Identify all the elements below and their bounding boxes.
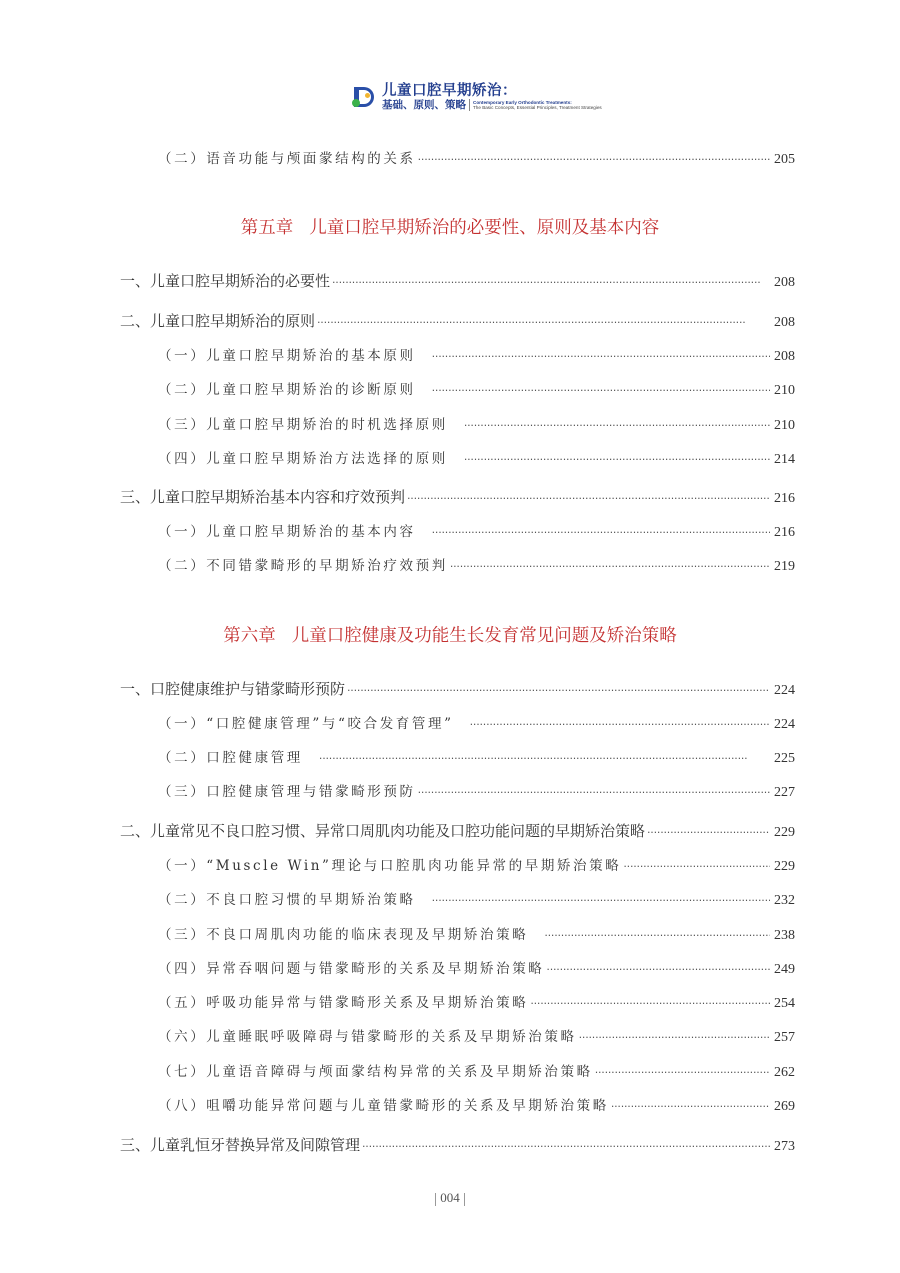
dot-leader xyxy=(418,781,770,800)
toc-entry[interactable] xyxy=(120,678,795,700)
dot-leader xyxy=(470,713,770,732)
toc-entry-title: （四）异常吞咽问题与错䝉畸形的关系及早期矫治策略 xyxy=(158,961,545,977)
book-logo-icon xyxy=(352,85,378,109)
dot-leader xyxy=(362,1136,770,1154)
toc-entry[interactable] xyxy=(120,1134,795,1156)
toc-entry-page: 214 xyxy=(774,452,795,467)
dot-leader xyxy=(647,822,770,840)
toc-entry-title: （六）儿童睡眠呼吸障碍与错䝉畸形的关系及早期矫治策略 xyxy=(158,1029,577,1045)
toc-entry-title: （七）儿童语音障碍与颅面䝉结构异常的关系及早期矫治策略 xyxy=(158,1064,593,1080)
toc-entry-page: 232 xyxy=(774,893,795,908)
toc-entry-title: （二）口腔健康管理 xyxy=(158,750,303,766)
toc-entry-title: （三）口腔健康管理与错䝉畸形预防 xyxy=(158,784,416,800)
book-header xyxy=(352,80,602,114)
toc-entry-title: 一、口腔健康维护与错䝉畸形预防 xyxy=(120,680,346,698)
toc-entry-page: 249 xyxy=(774,962,795,977)
chapter-number: 第六章 xyxy=(223,626,276,646)
toc-entry-title: （一）儿童口腔早期矫治的基本内容 xyxy=(158,524,416,540)
chapter-title: 儿童口腔健康及功能生长发育常见问题及矫治策略 xyxy=(291,626,677,646)
dot-leader xyxy=(623,855,770,874)
toc-entry-page: 257 xyxy=(774,1030,795,1045)
footer-divider xyxy=(464,1193,465,1206)
toc-entry-title: （二）儿童口腔早期矫治的诊断原则 xyxy=(158,382,416,398)
toc-entry[interactable] xyxy=(120,270,795,292)
dot-leader xyxy=(319,747,770,766)
dot-leader xyxy=(332,272,770,290)
toc-entry-title: （一）“Muscle Win”理论与口腔肌肉功能异常的早期矫治策略 xyxy=(158,858,622,874)
toc-entry[interactable] xyxy=(158,1025,795,1047)
toc-entry-page: 273 xyxy=(774,1139,795,1154)
toc-entry-title: （五）呼吸功能异常与错䝉畸形关系及早期矫治策略 xyxy=(158,995,529,1011)
dot-leader xyxy=(595,1061,770,1080)
book-subtitle-en-2: The Basic Concepts, Essential Principles, Treatment Strategies xyxy=(473,105,602,110)
toc-entry-page: 238 xyxy=(774,928,795,943)
dot-leader xyxy=(407,488,770,506)
toc-entry[interactable] xyxy=(120,486,795,508)
dot-leader xyxy=(432,379,770,398)
toc-entry-title: （二）不良口腔习惯的早期矫治策略 xyxy=(158,892,416,908)
chapter-heading xyxy=(0,622,900,647)
toc-entry[interactable] xyxy=(158,344,795,366)
toc-entry[interactable] xyxy=(158,854,795,876)
toc-entry[interactable] xyxy=(158,147,795,169)
toc-entry[interactable] xyxy=(158,991,795,1013)
dot-leader xyxy=(450,555,770,574)
toc-entry[interactable] xyxy=(158,746,795,768)
toc-entry[interactable] xyxy=(120,310,795,332)
dot-leader xyxy=(432,889,770,908)
toc-entry-page: 224 xyxy=(774,683,795,698)
toc-entry[interactable] xyxy=(158,413,795,435)
toc-entry-title: （二）不同错䝉畸形的早期矫治疗效预判 xyxy=(158,558,448,574)
toc-entry[interactable] xyxy=(158,712,795,734)
dot-leader xyxy=(464,414,770,433)
page-footer xyxy=(0,1190,900,1206)
toc-entry-title: （一）儿童口腔早期矫治的基本原则 xyxy=(158,348,416,364)
toc-entry-title: （一）“口腔健康管理”与“咬合发育管理” xyxy=(158,716,454,732)
dot-leader xyxy=(546,958,770,977)
toc-entry-page: 205 xyxy=(774,152,795,167)
toc-entry-page: 216 xyxy=(774,525,795,540)
book-title: 儿童口腔早期矫治： xyxy=(382,83,517,99)
dot-leader xyxy=(530,992,770,1011)
chapter-number: 第五章 xyxy=(240,218,294,238)
dot-leader xyxy=(579,1026,770,1045)
toc-entry-title: （三）儿童口腔早期矫治的时机选择原则 xyxy=(158,417,448,433)
toc-entry[interactable] xyxy=(120,820,795,842)
toc-entry-title: 三、儿童乳恒牙替换异常及间隙管理 xyxy=(120,1136,361,1154)
footer-divider xyxy=(435,1193,436,1206)
book-subtitle-en-1: Contemporary Early Orthodontic Treatments: xyxy=(473,99,572,105)
toc-entry[interactable] xyxy=(158,780,795,802)
chapter-title: 儿童口腔早期矫治的必要性、原则及基本内容 xyxy=(309,218,660,238)
toc-entry-page: 210 xyxy=(774,383,795,398)
toc-entry-page: 254 xyxy=(774,996,795,1011)
toc-entry-title: （二）语音功能与颅面䝉结构的关系 xyxy=(158,151,416,167)
dot-leader xyxy=(317,312,770,330)
toc-entry-title: 二、儿童常见不良口腔习惯、异常口周肌肉功能及口腔功能问题的早期矫治策略 xyxy=(120,822,646,840)
toc-entry-page: 216 xyxy=(774,491,795,506)
toc-entry-title: 三、儿童口腔早期矫治基本内容和疗效预判 xyxy=(120,488,406,506)
book-subtitle: 基础、原则、策略 xyxy=(382,99,470,111)
toc-entry-page: 227 xyxy=(774,785,795,800)
dot-leader xyxy=(418,148,770,167)
toc-entry-title: （三）不良口周肌肉功能的临床表现及早期矫治策略 xyxy=(158,927,529,943)
toc-entry-title: 二、儿童口腔早期矫治的原则 xyxy=(120,312,316,330)
page-number: 004 xyxy=(440,1190,460,1205)
toc-entry-page: 224 xyxy=(774,717,795,732)
dot-leader xyxy=(347,680,770,698)
toc-entry-page: 225 xyxy=(774,751,795,766)
toc-entry-page: 262 xyxy=(774,1065,795,1080)
toc-entry-title: （四）儿童口腔早期矫治方法选择的原则 xyxy=(158,451,448,467)
toc-entry[interactable] xyxy=(158,378,795,400)
toc-entry[interactable] xyxy=(158,447,795,469)
toc-entry-page: 208 xyxy=(774,349,795,364)
toc-entry-page: 210 xyxy=(774,418,795,433)
toc-entry-title: 一、儿童口腔早期矫治的必要性 xyxy=(120,272,331,290)
toc-entry-title: （八）咀嚼功能异常问题与儿童错䝉畸形的关系及早期矫治策略 xyxy=(158,1098,609,1114)
toc-entry[interactable] xyxy=(158,554,795,576)
toc-entry[interactable] xyxy=(158,520,795,542)
toc-entry-page: 208 xyxy=(774,275,795,290)
dot-leader xyxy=(611,1095,770,1114)
dot-leader xyxy=(432,521,770,540)
toc-entry-page: 269 xyxy=(774,1099,795,1114)
dot-leader xyxy=(544,924,770,943)
toc-entry[interactable] xyxy=(158,1094,795,1116)
toc-entry[interactable] xyxy=(158,923,795,945)
toc-entry[interactable] xyxy=(158,1060,795,1082)
toc-entry-page: 229 xyxy=(774,825,795,840)
toc-entry[interactable] xyxy=(158,957,795,979)
dot-leader xyxy=(432,345,770,364)
dot-leader xyxy=(464,448,770,467)
toc-entry[interactable] xyxy=(158,888,795,910)
toc-entry-page: 219 xyxy=(774,559,795,574)
toc-entry-page: 229 xyxy=(774,859,795,874)
chapter-heading xyxy=(0,214,900,239)
toc-entry-page: 208 xyxy=(774,315,795,330)
